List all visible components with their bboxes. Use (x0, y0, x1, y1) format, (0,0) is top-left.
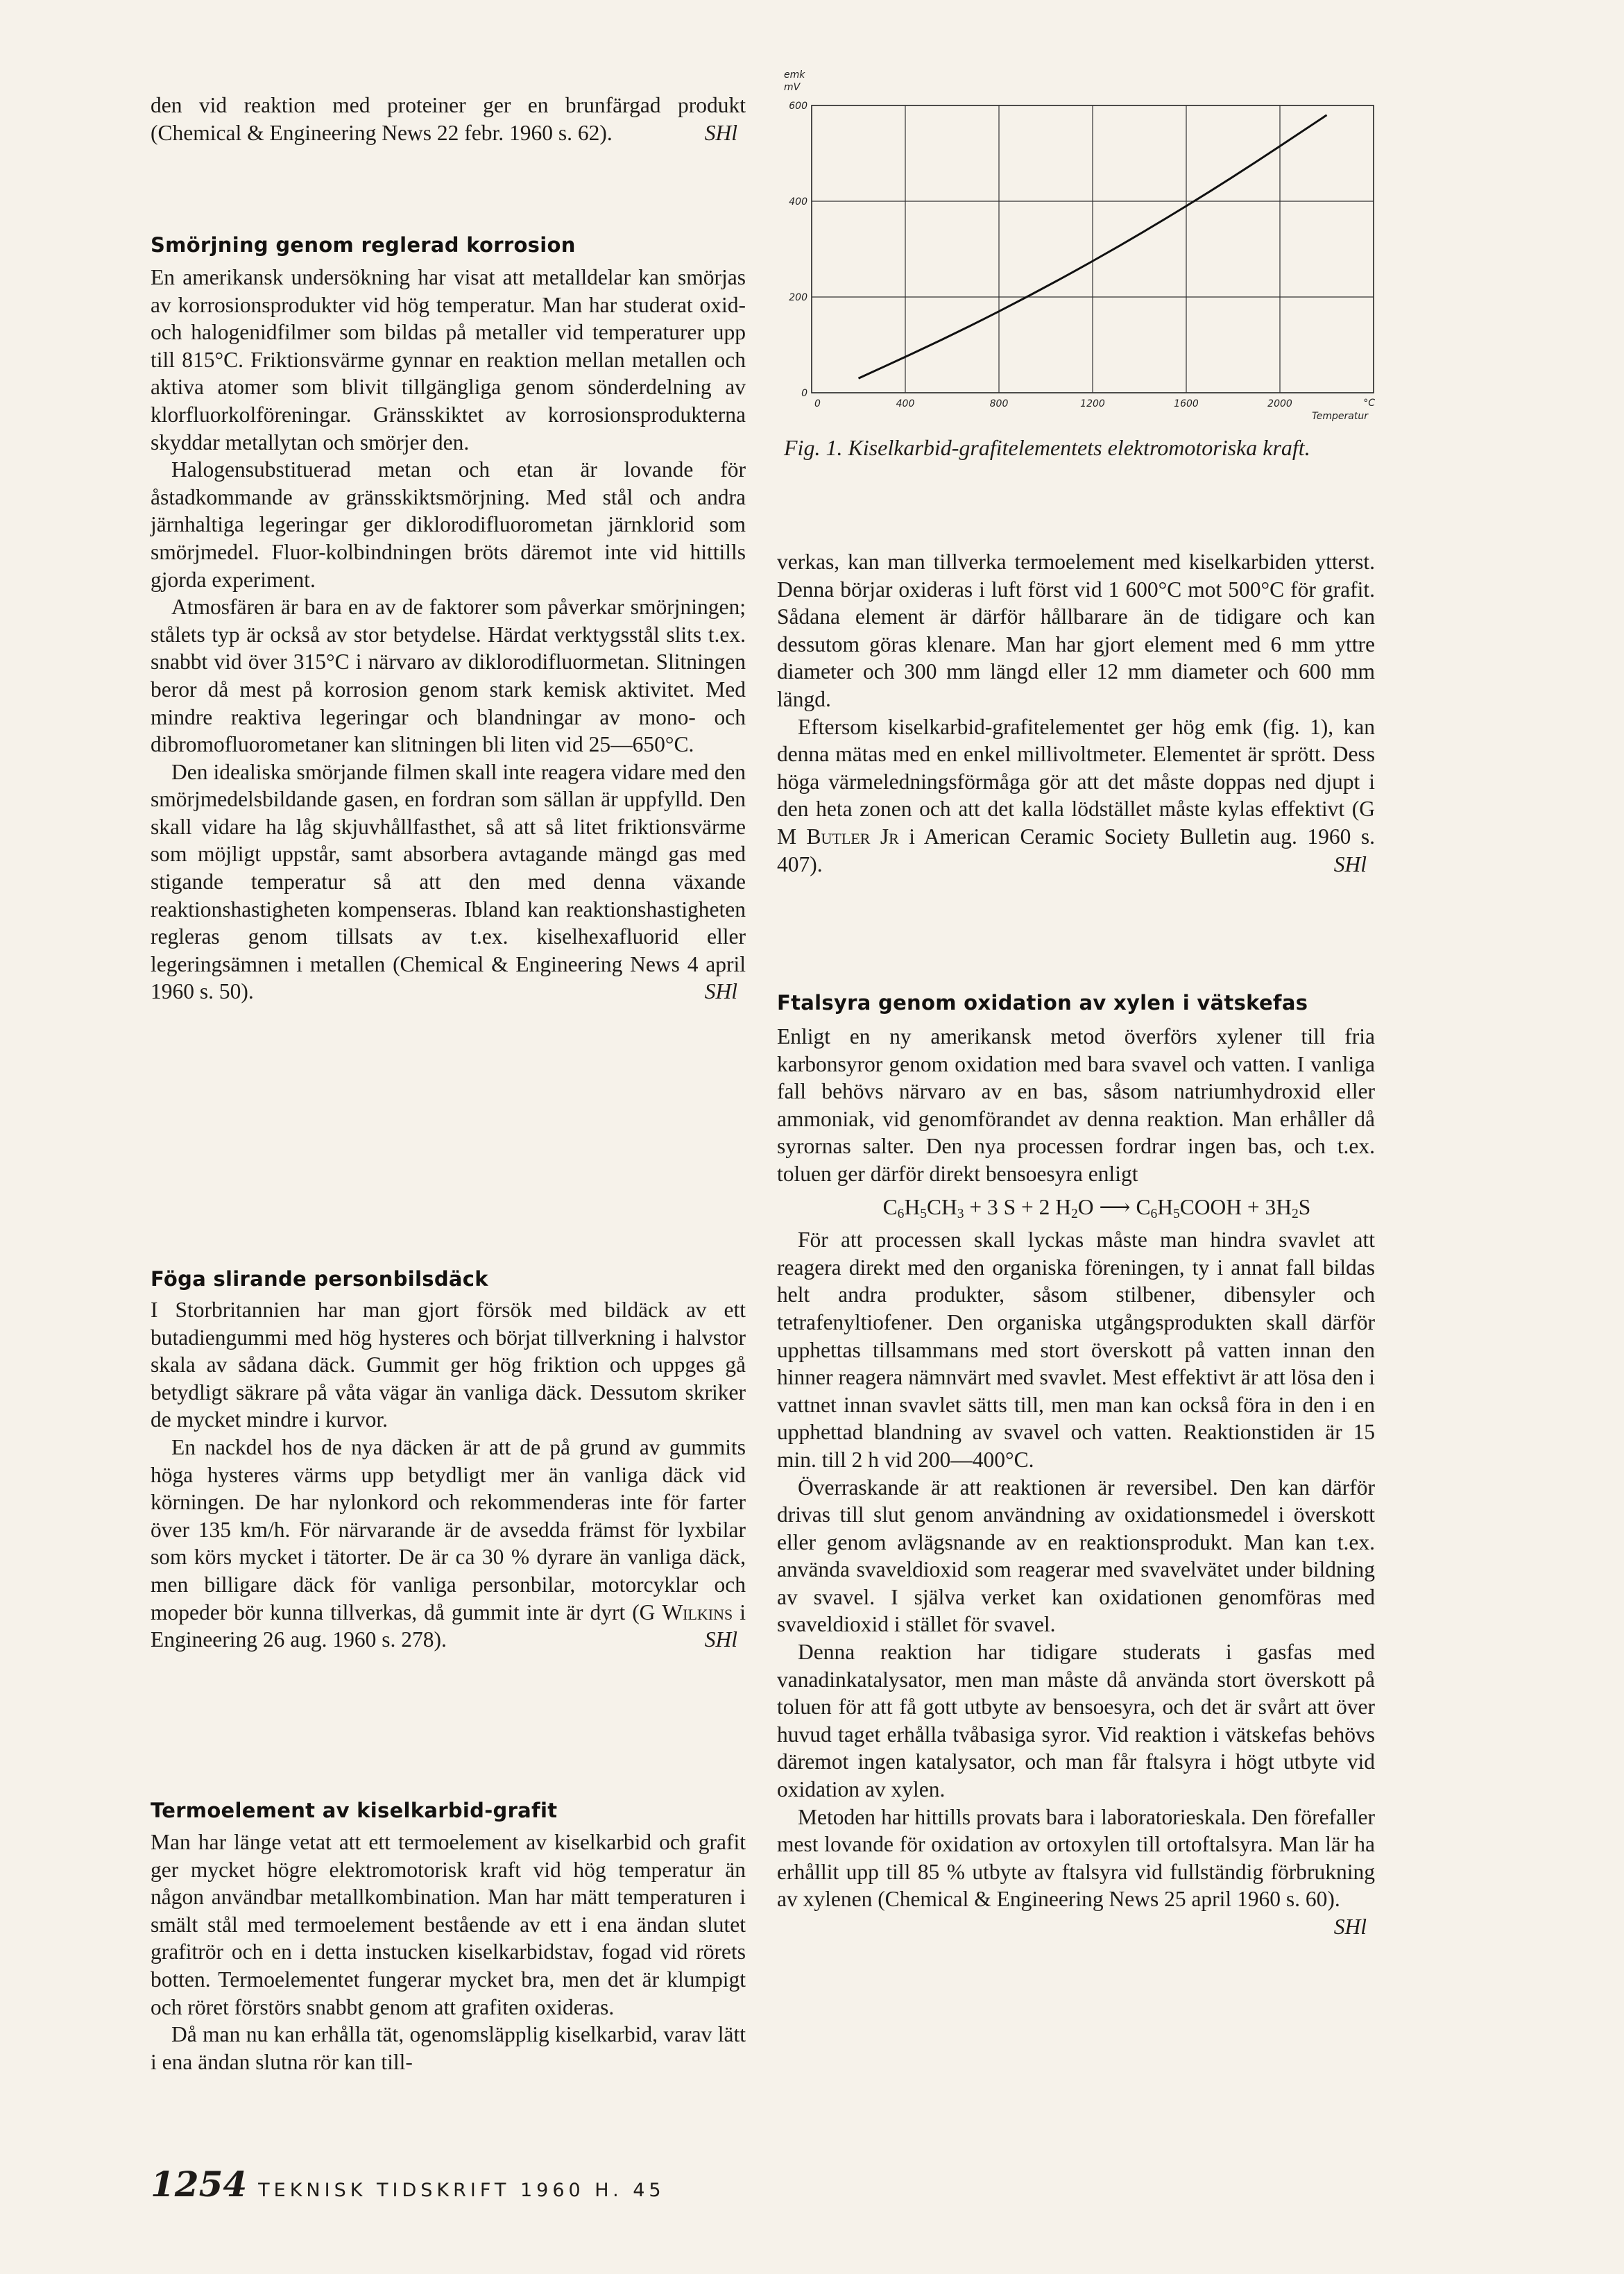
paragraph: För att processen skall lyckas måste man hindra svavlet att reagera direkt med den organiska föreningen, ty i annat fall bildas helt andra produkter, såsom stilbener, dibensyler och tetrafenyltiofener. Den organiska utgångsprodukten skall därför upphettas tillsammans med stort överskott på vatten innan den hinner reagera nämnvärt med svavlet. Mest effektivt är att lösa den i vattnet innan svavlet sätts till, men man kan också föra in den i en upphettad blandning av svavel och vatten. Reaktionstiden är 15 min. till 2 h vid 200—400°C. (777, 1228, 1375, 1472)
signature: SHl (1333, 851, 1367, 876)
paragraph: Enligt en ny amerikansk metod överförs xylener till fria karbonsyror genom oxidation med bara svavel och vatten. I vanliga fall behövs närvaro av en bas, såsom natriumhydroxid eller ammoniak, vid genomförandet av denna reaktion. Man erhåller då syrornas salter. Den nya processen fordrar ingen bas, och t.ex. toluen ger därför direkt bensoesyra enligt (777, 1024, 1375, 1186)
figure-1 (770, 62, 1381, 460)
section-lubrication (151, 233, 746, 257)
section-thermocouple-body (151, 1828, 746, 2076)
signature: SHl (1333, 1915, 1367, 1939)
paragraph: verkas, kan man tillverka termoelement med kiselkarbiden ytterst. Denna börjar oxideras i luft först vid 1 600°C mot 500°C för grafit. Sådana element är därför hållbarare än de tidigare och kan dessutom göras klenare. Man har gjort element med 6 mm yttre diameter och 300 mm längd eller 12 mm diameter och 600 mm längd. (777, 550, 1375, 711)
x-axis-label: Temperatur (1311, 411, 1368, 422)
y-axis-label: emk (784, 69, 805, 80)
section-title: Smörjning genom reglerad korrosion (151, 233, 576, 257)
paragraph: Denna reaktion har tidigare studerats i gasfas med vanadinkatalysator, men man måste då använda stort överskott på toluen för att få gott utbyte av bensoesyra, och det är svårt att över huvud taget erhålla tvåbasiga syror. Vid reaktion i vätskefas behövs däremot ingen katalysator, och man får ftalsyra i högt utbyte vid oxidation av xylen. (777, 1640, 1375, 1802)
journal-name: TEKNISK TIDSKRIFT 1960 H. 45 (258, 2180, 665, 2201)
x-tick-label: 800 (989, 398, 1009, 409)
paragraph: Den idealiska smörjande filmen skall inte reagera vidare med den smörjmedelsbildande gasen, en fordran som sällan är uppfylld. Den skall vidare ha låg skjuvhållfasthet, så att så litet friktionsvärme som möjligt uppstår, samt absorbera avtagande mängd gas med stigande temperatur så att den med denna växande reaktionshastigheten kompenseras. Ibland kan reaktionshastigheten regleras genom tillsats av t.ex. kiselhexafluorid eller legeringsämnen i metallen (Chemical & Engineering News 4 april 1960 s. 50). SHl (151, 758, 746, 1006)
signature: SHl (704, 1627, 737, 1652)
figure-caption: Fig. 1. Kiselkarbid-grafitelementets elektromotoriska kraft. (784, 435, 1310, 460)
paragraph: Då man nu kan erhålla tät, ogenomsläpplig kiselkarbid, varav lätt i ena ändan slutna rör kan till- (151, 2022, 746, 2074)
page-number: 1254 (151, 2164, 248, 2205)
section-tyres (151, 1267, 746, 1291)
signature: SHl (704, 979, 737, 1004)
paragraph: Överraskande är att reaktionen är reversibel. Den kan därför drivas till slut genom användning av oxidationsmedel i överskott eller genom avlägsnande av en reaktionsprodukt. Man kan t.ex. använda svaveldioxid som reagerar med svavelvätet under bildning av svavel. I själva verket kan oxidationen genomföras med svaveldioxid i stället för svavel. (777, 1475, 1375, 1637)
chart-grid (812, 105, 1374, 393)
paragraph: En amerikansk undersökning har visat att metalldelar kan smörjas av korrosionsprodukter vid hög temperatur. Man har studerat oxid- och halogenidfilmer som bildas på metaller vid temperaturer upp till 815°C. Friktionsvärme gynnar en reaktion mellan metallen och aktiva atomer som blivit tillgängliga genom sönderdelning av klorfluorkolföreningar. Gränsskiktet av korrosionsprodukterna skyddar metallytan och smörjer den. (151, 265, 746, 455)
section-title: Föga slirande personbilsdäck (151, 1267, 488, 1291)
x-tick-label: 1600 (1174, 398, 1199, 409)
paragraph: Halogensubstituerad metan och etan är lovande för åstadkommande av gränsskiktsmörjning. Med stål och andra järnhaltiga legeringar ger diklorodifluorometan järnklorid som smörjmedel. Fluor-kolbindningen bröts däremot inte vid hittills gjorda experiment. (151, 457, 746, 592)
author-name: Wilkins (662, 1600, 733, 1624)
page-footer (151, 2164, 665, 2205)
paragraph: Atmosfären är bara en av de faktorer som påverkar smörjningen; stålets typ är också av stor betydelse. Härdat verktygsstål slits t.ex. snabbt vid över 315°C i närvaro av diklorodifluormetan. Slitningen beror då mest på korrosion genom stark kemisk aktivitet. Med mindre reaktiva legeringar och blandningar av mono- och dibromofluorometaner kan slitningen bli liten vid 25—650°C. (151, 595, 746, 757)
emk-chart (770, 62, 1381, 430)
x-axis-unit: °C (1363, 398, 1375, 409)
signature: SHl (704, 120, 737, 145)
section-phthalic-acid-body (777, 1023, 1375, 1941)
x-tick-label: 2000 (1267, 398, 1292, 409)
section-title: Termoelement av kiselkarbid-grafit (151, 1799, 558, 1822)
chemical-equation: $C_6H_5CH_3 + 3$ S + 2 $H_2O$ ⟶ $C_6H_5COOH + 3H_2S$ (882, 1194, 1311, 1221)
paragraph: Metoden har hittills provats bara i laboratorieskala. Den förefaller mest lovande för oxidation av ortoxylen till ortoftalsyra. Man lär ha erhållit upp till 85 % utbyte av ftalsyra vid fullständig förbrukning av xylenen (Chemical & Engineering News 25 april 1960 s. 60). SHl (777, 1804, 1375, 1913)
author-name: Butler Jr (806, 824, 899, 849)
section-title: Ftalsyra genom oxidation av xylen i vätskefas (777, 991, 1308, 1015)
x-tick-label: 0 (814, 398, 821, 409)
paragraph: Man har länge vetat att ett termoelement av kiselkarbid och grafit ger mycket högre elektromotorisk kraft vid hög temperatur än någon användbar metallkombination. Man har mätt temperaturen i smält stål med termoelement bestående av ett i ena ändan slutet grafitrör och en i detta instucken kiselkarbidstav, fogad vid rörets botten. Termoelementet fungerar mycket bra, men det är klumpigt och röret förstörs snabbt genom att grafiten oxideras. (151, 1830, 746, 2019)
x-tick-label: 1200 (1080, 398, 1105, 409)
paragraph: I Storbritannien har man gjort försök med bildäck av ett butadiengummi med hög hysteres och börjat tillverkning i halvstor skala av sådana däck. Gummit ger hög friktion och uppges gå betydligt säkrare på våta vägar än vanliga däck. Dessutom skriker de mycket mindre i kurvor. (151, 1298, 746, 1432)
intro-paragraph: den vid reaktion med proteiner ger en brunfärgad produkt (Chemical & Engineering News 22 febr. 1960 s. 62). SHl (151, 92, 746, 146)
y-tick-label: 0 (801, 388, 807, 399)
y-axis-unit: mV (784, 82, 801, 93)
chart-ticks (789, 101, 1292, 409)
paragraph: En nackdel hos de nya däcken är att de på grund av gummits höga hysteres värms upp betydligt mer än vanliga däck vid körningen. De har nylonkord och rekommenderas inte för farter över 135 km/h. För närvarande är de avsedda främst för lyxbilar som körs mycket i tätorter. De är ca 30 % dyrare än vanliga däck, men billigare däck för vanliga personbilar, motorcyklar och mopeder bör kunna tillverkas, då gummit inte är dyrt (G Wilkins i Engineering 26 aug. 1960 s. 278). SHl (151, 1434, 746, 1654)
y-tick-label: 200 (789, 292, 807, 303)
section-lubrication-body (151, 264, 746, 1006)
x-tick-label: 400 (896, 398, 915, 409)
section-phthalic-acid (777, 991, 1375, 1015)
section-thermocouple (151, 1799, 746, 1822)
paragraph: Eftersom kiselkarbid-grafitelementet ger hög emk (fig. 1), kan denna mätas med en enkel millivoltmeter. Elementet är sprött. Dess höga värmeledningsförmåga gör att det måste doppas ned djupt i den heta zonen och att det kalla lödstället måste kylas effektivt (G M Butler Jr i American Ceramic Society Bulletin aug. 1960 s. 407). SHl (777, 713, 1375, 879)
section-thermocouple-continued (777, 548, 1375, 878)
section-tyres-body (151, 1296, 746, 1654)
y-tick-label: 400 (789, 196, 807, 207)
y-tick-label: 600 (789, 101, 807, 112)
